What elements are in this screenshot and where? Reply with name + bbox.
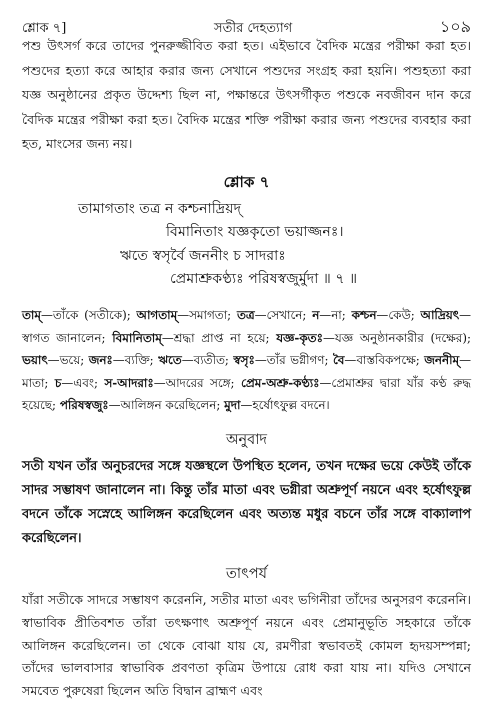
synonym-meaning: —যজ্ঞ অনুষ্ঠানকারীর (দক্ষের); (322, 330, 471, 345)
verse-line-2: বিমানিতাং যজ্ঞকৃতো ভয়াজ্জনঃ। (166, 224, 344, 241)
synonym-meaning: —আলিঙ্গন করেছিলেন; (108, 398, 225, 413)
synonym-word: মুদা (224, 398, 241, 413)
synonym-meaning: —তাঁকে (সতীকে); (40, 307, 137, 322)
synonym-meaning: —মাতা; (22, 353, 471, 390)
verse-reference: শ্লোক ৭] (22, 21, 67, 36)
synonym-meaning: —সেখানে; (254, 307, 313, 322)
running-header (22, 0, 471, 36)
synonym-word: বিমানিতাম্ (112, 330, 162, 345)
synonym-word: তত্র (236, 307, 255, 322)
synonym-meaning: —তাঁর ভগ্নীগণ; (254, 353, 333, 368)
synonym-meaning: —সমাগতা; (177, 307, 237, 322)
synonym-word: যজ্ঞ-কৃতঃ (276, 330, 323, 345)
synonym-word: ভয়াৎ (22, 353, 48, 368)
synonym-word: আগতাম্ (136, 307, 178, 322)
synonym-word: তাম্ (22, 307, 41, 322)
translation-text: সতী যখন তাঁর অনুচরদের সঙ্গে যজ্ঞস্থলে উপস্থিত হলেন, তখন দক্ষের ভয়ে কেউই তাঁকে সাদর সম্ভাষণ জানালেন না। কিন্তু তাঁর মাতা এবং ভগ্নীরা অশ্রুপূর্ণ নয়নে এবং হর্ষোৎফুল্ল বদনে তাঁকে সস্নেহে আলিঙ্গন করেছিলেন এবং অত্যন্ত মধুর বচনে তাঁর সঙ্গে বাক্যালাপ করেছিলেন। (22, 458, 471, 546)
synonym-meaning: —আদরের সঙ্গে; (153, 375, 242, 390)
synonym-meaning: —ভয়ে; (47, 353, 89, 368)
verse-line-1: তামাগতাং তত্র ন কশ্চনাদ্রিয়দ্ (78, 200, 242, 217)
synonym-word: প্রেম-অশ্রু-কণ্ঠ্যঃ (241, 375, 320, 390)
synonym-meaning: —ব্যতীত; (181, 353, 234, 368)
synonym-word: ঋতে (158, 353, 182, 368)
synonym-word: কশ্চন (351, 307, 377, 322)
intro-paragraph: পশু উৎসর্গ করে তাদের পুনরুজ্জীবিত করা হত। এইভাবে বৈদিক মন্ত্রের পরীক্ষা করা হত। পশুদের হত্যা করে আহার করার জন্য সেখানে পশুদের সংগ্রহ করা হয়নি। পশুহত্যা করা যজ্ঞ অনুষ্ঠানের প্রকৃত উদ্দেশ্য ছিল না, পক্ষান্তরে উৎসর্গীকৃত পশুকে নবজীবন দান করে বৈদিক মন্ত্রের পরীক্ষা করা হত। বৈদিক মন্ত্রের শক্তি পরীক্ষা করার জন্য পশুদের ব্যবহার করা হত, মাংসের জন্য নয়। (22, 38, 471, 152)
synonym-meaning: —প্রেমাশ্রুর দ্বারা যাঁর কণ্ঠ রুদ্ধ হয়েছে; (22, 375, 471, 413)
synonym-meaning: —ব্যক্তি; (112, 353, 159, 368)
sanskrit-verse (22, 198, 471, 292)
synonym-word: ন (312, 307, 320, 322)
synonym-word: জননীম্ (424, 353, 460, 368)
chapter-title: সতীর দেহত্যাগ (214, 21, 293, 36)
synonym-meaning: —বাস্তবিকপক্ষে; (344, 353, 425, 368)
synonym-meaning: —স্বাগত জানালেন; (22, 307, 471, 345)
page-number: ১০৯ (439, 17, 471, 36)
synonym-meaning: —হর্ষোৎফুল্ল বদনে। (240, 398, 330, 413)
synonym-word: স্বসৃঃ (233, 353, 255, 368)
synonym-word: স-আদরাঃ (104, 375, 154, 390)
synonym-word: জনঃ (88, 353, 113, 368)
synonym-word: আদ্রিয়ৎ (420, 307, 460, 322)
synonym-word: চ (54, 375, 62, 390)
purport-text: যাঁরা সতীকে সাদরে সম্ভাষণ করেননি, সতীর মাতা এবং ভগিনীরা তাঁদের অনুসরণ করেননি। স্বাভাবিক প্রীতিবশত তাঁরা তৎক্ষণাৎ অশ্রুপূর্ণ নয়নে এবং প্রেমানুভূতি সহকারে তাঁকে আলিঙ্গন করেছিলেন। তা থেকে বোঝা যায় যে, রমণীরা স্বভাবতই কোমল হৃদয়সম্পন্না; তাঁদের ভালবাসার স্বাভাবিক প্রবণতা কৃত্রিম উপায়ে রোধ করা যায় না। যদিও সেখানে সমবেত পুরুষেরা ছিলেন অতি বিদ্বান ব্রাহ্মণ এবং (22, 591, 471, 699)
verse-line-3: ঋতে স্বসৃর্বৈ জননীং চ সাদরাঃ (120, 247, 286, 264)
synonym-meaning: —কেউ; (376, 307, 421, 322)
synonym-word: পরিষস্বজুঃ (59, 398, 109, 413)
word-for-word-synonyms (22, 304, 471, 417)
translation-heading: অনুবাদ (225, 431, 268, 448)
verse-line-4: প্রেমাশ্রুকণ্ঠ্যঃ পরিষস্বজুর্মুদা ॥ ৭ ॥ (170, 271, 358, 288)
synonym-word: বৈ (332, 353, 345, 368)
synonym-meaning: —শ্রদ্ধা প্রাপ্ত না হয়ে; (161, 330, 277, 345)
purport-heading: তাৎপর্য (225, 565, 268, 582)
synonym-meaning: —না; (319, 307, 352, 322)
synonym-meaning: —এবং; (61, 375, 105, 390)
verse-heading: শ্লোক ৭ (223, 172, 270, 191)
